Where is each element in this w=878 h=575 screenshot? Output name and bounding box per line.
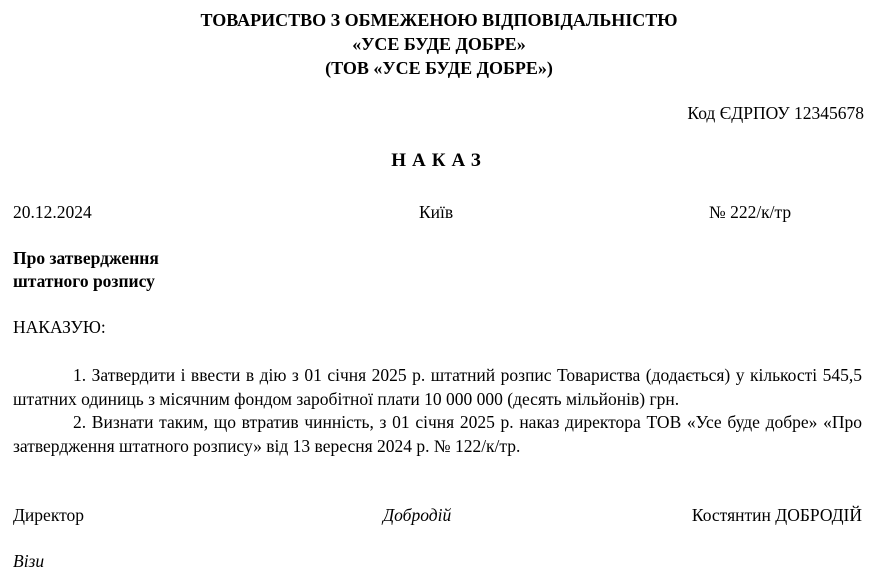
order-directive: НАКАЗУЮ: <box>13 317 106 337</box>
document-date: 20.12.2024 <box>13 202 92 222</box>
company-name-line2: «УСЕ БУДЕ ДОБРЕ» <box>352 34 526 54</box>
document-city: Київ <box>419 202 454 222</box>
order-items <box>13 364 862 458</box>
company-name-line1: ТОВАРИСТВО З ОБМЕЖЕНОЮ ВІДПОВІДАЛЬНІСТЮ <box>200 10 678 30</box>
document-subject <box>13 247 159 293</box>
visas-label: Візи <box>13 551 45 571</box>
document-meta-row <box>13 202 865 224</box>
company-header <box>0 8 878 80</box>
document-number: № 222/к/тр <box>709 202 792 222</box>
company-short-name: (ТОВ «УСЕ БУДЕ ДОБРЕ») <box>325 58 553 78</box>
subject-line2: штатного розпису <box>13 271 155 291</box>
document-title: НАКАЗ <box>391 150 487 171</box>
signer-position: Директор <box>13 505 85 525</box>
signer-name: Костянтин ДОБРОДІЙ <box>691 505 862 525</box>
order-item-1: 1. Затвердити і ввести в дію з 01 січня 2025 р. штатний розпис Товариства (додається) у кількості 545,5 штатних одиниць з місячним фондом заробітної плати 10 000 000 (десять мільйонів) грн. <box>13 365 862 409</box>
edrpou-code: Код ЄДРПОУ 12345678 <box>687 103 864 123</box>
signer-signature: Добродій <box>383 505 452 525</box>
order-item-2: 2. Визнати таким, що втратив чинність, з 01 січня 2025 р. наказ директора ТОВ «Усе буде добре» «Про затвердження штатного розпису» від 13 вересня 2024 р. № 122/к/тр. <box>13 412 862 456</box>
signature-row <box>13 505 862 527</box>
subject-line1: Про затвердження <box>13 248 159 268</box>
